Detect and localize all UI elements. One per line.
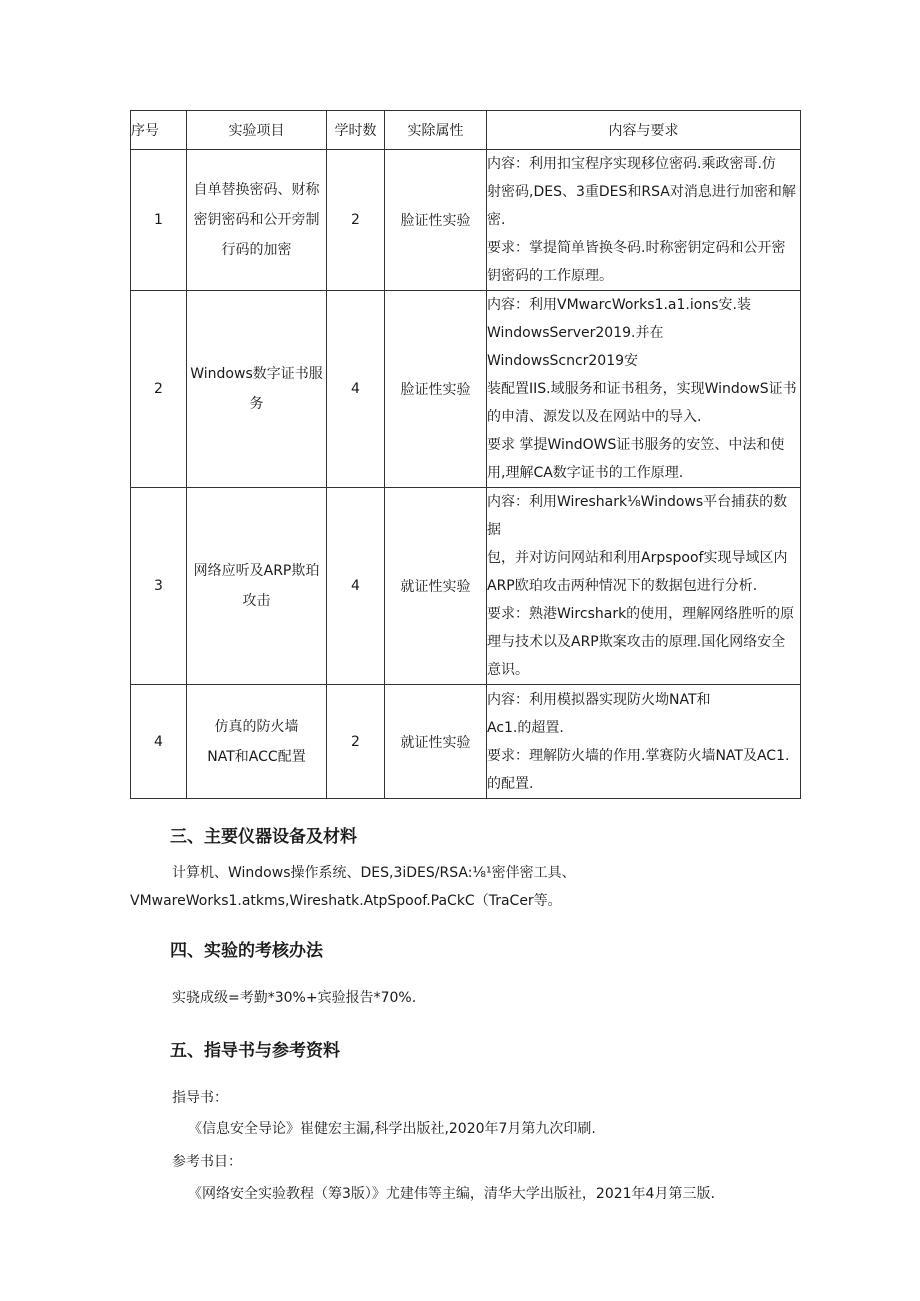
- row-no: 3: [131, 488, 187, 685]
- table-row: [131, 150, 801, 291]
- project-line: 务: [249, 396, 264, 412]
- detail-line: 的配置.: [487, 775, 534, 792]
- row-project: [187, 488, 327, 685]
- project-line: NAT和ACC配置: [207, 748, 306, 765]
- guide-label: 指导书：: [172, 1090, 228, 1106]
- detail-line: 要求：熟港Wircshark的使用，理解网络胜听的原: [487, 606, 795, 622]
- section-4-text: 实骁成级=考勤*30%+宾验报告*70%.: [172, 990, 417, 1006]
- row-type: 脸证性实验: [385, 150, 487, 291]
- section-4-title: 四、实验的考核办法: [170, 941, 323, 961]
- header-no: 序号: [131, 111, 187, 150]
- row-hours: 4: [327, 291, 385, 488]
- detail-line: 内容：利用VMwarcWorks1.a1.ions安.装: [487, 297, 751, 313]
- detail-line: 内容：利用扣宝程序实现移位密码.乘政密哥.仿: [487, 156, 776, 172]
- detail-line: 用,理解CA数字证书的工作原理.: [487, 465, 684, 481]
- section-3-title: 三、主要仪器设备及材料: [170, 827, 357, 847]
- section-5-title: 五、指导书与参考资料: [170, 1041, 340, 1061]
- row-detail: [487, 488, 801, 685]
- detail-line: 意识。: [487, 662, 529, 678]
- reference-label: 参考书目：: [172, 1154, 242, 1170]
- section-3-line-2: VMwareWorks1.atkms,Wireshatk.AtpSpoof.PaCkC（TraCer等。: [130, 893, 562, 909]
- detail-line: 要求：掌提简单皆换冬码.时称密钥定码和公开密: [487, 240, 786, 256]
- project-line: 攻击: [242, 593, 271, 609]
- table-row: [131, 685, 801, 799]
- project-line: 密钥密码和公开旁制: [193, 212, 320, 228]
- row-no: 1: [131, 150, 187, 291]
- header-content: 内容与要求: [487, 111, 801, 150]
- detail-line: 包，并对访问网站和利用Arpspoof实现导域区内: [487, 550, 788, 566]
- detail-line: 理与技术以及ARP欺案攻击的原理.国化网络安全: [487, 634, 786, 650]
- row-project: [187, 291, 327, 488]
- detail-line: 内容：利用模拟器实现防火坳NAT和: [487, 691, 711, 708]
- detail-line: 装配置IIS.域服务和证书租务，实现WindowS证书: [487, 381, 797, 397]
- detail-line: WindowsServer2019.并在WindowsScncr2019安: [487, 325, 664, 369]
- row-type: 脸证性实验: [385, 291, 487, 488]
- row-type: 就证性实验: [385, 685, 487, 799]
- project-line: 仿真的防火墙: [214, 718, 299, 735]
- reference-book: 《网络安全实验教程（筹3版）》尤建伟等主编，清华大学出版社，2021年4月第三版.: [188, 1186, 715, 1202]
- row-no: 2: [131, 291, 187, 488]
- table-row: [131, 488, 801, 685]
- row-detail: [487, 291, 801, 488]
- row-hours: 2: [327, 685, 385, 799]
- detail-line: Ac1.的超置.: [487, 719, 564, 736]
- project-line: Windows数字证书服: [190, 366, 323, 382]
- row-no: 4: [131, 685, 187, 799]
- row-type: 就证性实验: [385, 488, 487, 685]
- table-header-row: [131, 111, 801, 150]
- section-3-line-1: 计算机、Windows操作系统、DES,3iDES/RSA:⅛¹密伴密工具、: [172, 865, 576, 881]
- row-detail: [487, 685, 801, 799]
- header-type: 实除属性: [385, 111, 487, 150]
- row-hours: 4: [327, 488, 385, 685]
- header-project: 实验项目: [187, 111, 327, 150]
- row-project: [187, 150, 327, 291]
- detail-line: 钥密码的工作原理。: [487, 268, 613, 284]
- row-hours: 2: [327, 150, 385, 291]
- detail-line: 射密码,DES、3重DES和RSA对消息进行加密和解: [487, 184, 796, 200]
- detail-line: ARP欧珀攻击两种情况下的数据包进行分析.: [487, 578, 758, 594]
- project-line: 网络应听及ARP欺珀: [193, 563, 320, 579]
- detail-line: 内容：利用Wireshark⅛Windows平台捕获的数据: [487, 494, 788, 538]
- guide-book: 《信息安全导论》崔健宏主漏,科学出版社,2020年7月第九次印刷.: [188, 1121, 596, 1137]
- experiment-table: [130, 110, 801, 799]
- table-row: [131, 291, 801, 488]
- detail-line: 要求 掌提WindOWS证书服务的安笠、中法和使: [487, 437, 785, 453]
- detail-line: 密.: [487, 212, 506, 228]
- project-line: 自单替换密码、财称: [193, 182, 320, 198]
- row-detail: [487, 150, 801, 291]
- row-project: [187, 685, 327, 799]
- project-line: 行码的加密: [221, 242, 292, 258]
- detail-line: 的申清、源发以及在网站中的导入.: [487, 409, 702, 425]
- detail-line: 要求：理解防火墙的作用.掌赛防火墙NAT及AC1.: [487, 747, 790, 764]
- header-hours: 学时数: [327, 111, 385, 150]
